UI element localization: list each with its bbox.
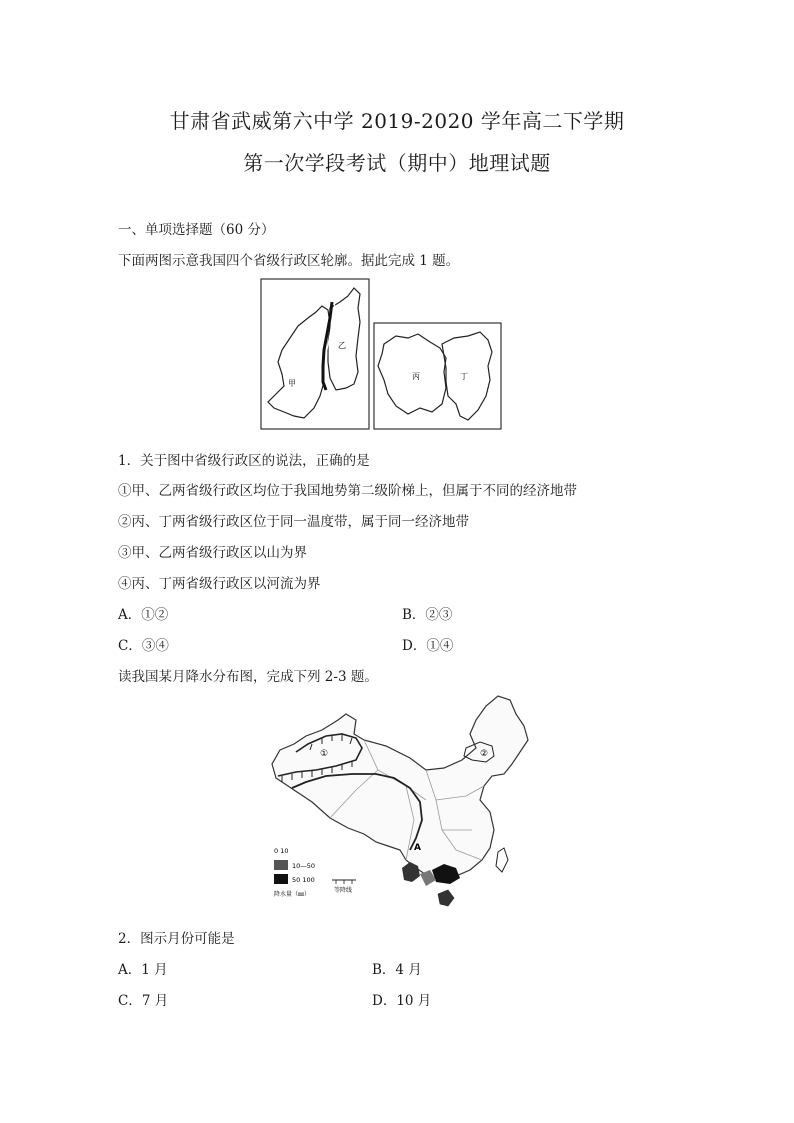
- question-1-statement-1: ①甲、乙两省级行政区均位于我国地势第二级阶梯上，但属于不同的经济地带: [118, 483, 577, 499]
- question-1-option-c[interactable]: C．③④: [118, 638, 169, 654]
- china-outline: [272, 696, 528, 880]
- question-1-statement-4: ④丙、丁两省级行政区以河流为界: [118, 576, 321, 592]
- label-bing: 丙: [412, 372, 420, 381]
- marker-2: ②: [480, 749, 489, 759]
- legend-row1-label: 10—50: [292, 862, 316, 870]
- hainan-island: [438, 890, 454, 906]
- question-1-statement-3: ③甲、乙两省级行政区以山为界: [118, 545, 307, 561]
- question-1-statement-2: ②丙、丁两省级行政区位于同一温度带，属于同一经济地带: [118, 514, 469, 530]
- label-ding: 丁: [460, 372, 468, 381]
- document-title-line1: 甘肃省武威第六中学 2019-2020 学年高二下学期: [169, 109, 625, 133]
- legend-swatch-heavy: [274, 874, 288, 884]
- taiwan-island: [496, 848, 508, 872]
- legend-row2-label: 50 100: [292, 876, 315, 884]
- question-2-option-a[interactable]: A．1 月: [118, 962, 168, 978]
- figure-right-frame: [374, 323, 501, 429]
- question-1-option-d[interactable]: D．①④: [402, 638, 454, 654]
- label-yi: 乙: [338, 341, 346, 350]
- intro-question-2-3: 读我国某月降水分布图，完成下列 2-3 题。: [118, 669, 378, 685]
- legend-title: 降水量（㎜）: [274, 891, 311, 898]
- document-title-line2: 第一次学段考试（期中）地理试题: [243, 151, 551, 175]
- question-2-option-c[interactable]: C．7 月: [118, 993, 169, 1009]
- question-2-option-b[interactable]: B．4 月: [372, 962, 422, 978]
- question-1-option-b[interactable]: B．②③: [402, 607, 453, 623]
- marker-1: ①: [320, 749, 329, 759]
- question-1-option-a[interactable]: A．①②: [118, 607, 169, 623]
- legend-isoline-label: 等降线: [334, 887, 353, 894]
- question-2-option-d[interactable]: D．10 月: [372, 993, 432, 1009]
- label-jia: 甲: [288, 379, 296, 388]
- intro-question-1: 下面两图示意我国四个省级行政区轮廓。据此完成 1 题。: [118, 253, 460, 269]
- legend-swatch-medium: [274, 860, 288, 870]
- question-2-stem: 2．图示月份可能是: [118, 931, 235, 947]
- marker-a: A: [414, 843, 421, 853]
- province-outline-figure: [260, 278, 506, 432]
- question-1-stem: 1．关于图中省级行政区的说法，正确的是: [118, 453, 370, 469]
- precipitation-map-figure: [266, 690, 536, 912]
- legend-top-label: 0 10: [274, 847, 289, 855]
- section-heading: 一、单项选择题（60 分）: [118, 222, 275, 238]
